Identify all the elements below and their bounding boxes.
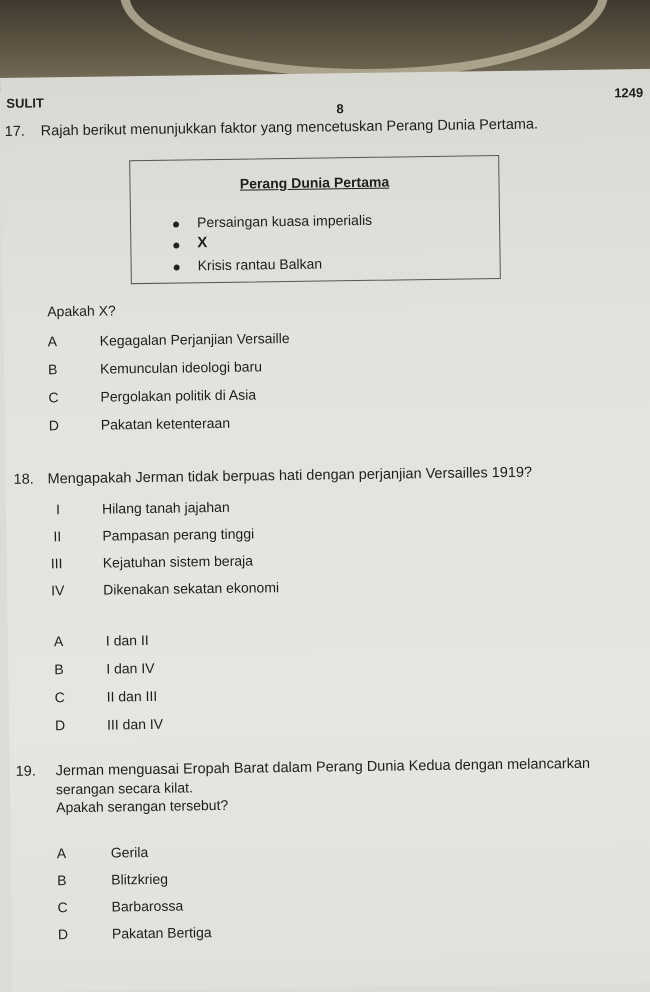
q18-option-c-text: II dan III <box>106 687 158 705</box>
q17-option-a-letter: A <box>47 333 58 350</box>
rope-decoration <box>120 0 608 78</box>
q17-bullet-1: Persaingan kuasa imperialis <box>196 211 373 231</box>
q18-option-a-text: I dan II <box>105 631 149 649</box>
q18-statement-2-text: Pampasan perang tinggi <box>102 525 255 544</box>
q17-option-d-text: Pakatan ketenteraan <box>100 414 231 433</box>
q18-text: Mengapakah Jerman tidak berpuas hati dengan perjanjian Versailles 1919? <box>47 464 533 488</box>
q19-option-c-letter: C <box>57 899 68 916</box>
q19-prompt: Apakah serangan tersebut? <box>56 796 229 816</box>
q19-option-b-text: Blitzkrieg <box>111 870 169 888</box>
q19-option-d-text: Pakatan Bertiga <box>111 924 212 942</box>
q18-option-b-text: I dan IV <box>106 659 155 677</box>
q19-line-1: Jerman menguasai Eropah Barat dalam Perang Dunia Kedua dengan melancarkan <box>55 755 591 780</box>
exam-page <box>0 69 650 992</box>
q19-option-a-text: Gerila <box>110 844 149 861</box>
q18-option-d-text: III dan IV <box>106 715 164 733</box>
q18-statement-3-text: Kejatuhan sistem beraja <box>102 552 254 571</box>
q17-option-d-letter: D <box>48 417 60 434</box>
q17-option-c-letter: C <box>48 389 59 406</box>
q18-option-b-letter: B <box>54 661 64 678</box>
q17-text: Rajah berikut menunjukkan faktor yang mencetuskan Perang Dunia Pertama. <box>40 116 539 140</box>
q17-number: 17. <box>4 123 26 140</box>
bullet-icon <box>174 265 180 271</box>
q17-bullet-x: X <box>197 234 208 252</box>
q19-option-b-letter: B <box>57 872 67 889</box>
q18-statement-3-roman: III <box>50 555 63 572</box>
paper-code: 1249 <box>614 85 644 101</box>
q19-line-2: serangan secara kilat. <box>55 779 194 798</box>
q18-statement-1-text: Hilang tanah jajahan <box>101 498 230 517</box>
q17-option-b-letter: B <box>47 361 58 378</box>
q19-number: 19. <box>15 763 36 780</box>
q17-option-b-text: Kemunculan ideologi baru <box>99 358 263 377</box>
q19-option-c-text: Barbarossa <box>111 897 184 915</box>
q17-prompt: Apakah X? <box>47 302 116 320</box>
bullet-icon <box>173 243 179 249</box>
q18-option-c-letter: C <box>54 689 65 706</box>
q17-option-c-text: Pergolakan politik di Asia <box>100 386 257 405</box>
q17-bullet-3: Krisis rantau Balkan <box>197 255 323 274</box>
q18-option-d-letter: D <box>54 717 66 734</box>
q17-diagram-box <box>129 155 501 284</box>
q17-option-a-text: Kegagalan Perjanjian Versaille <box>99 329 290 349</box>
q18-statement-1-roman: I <box>55 501 61 518</box>
q18-statement-4-text: Dikenakan sekatan ekonomi <box>103 579 280 598</box>
q19-option-d-letter: D <box>57 926 69 943</box>
q19-option-a-letter: A <box>56 845 67 862</box>
bullet-icon <box>173 222 179 228</box>
q18-number: 18. <box>13 471 34 488</box>
header-sulit: SULIT <box>6 95 45 111</box>
q18-option-a-letter: A <box>53 633 64 650</box>
q18-statement-2-roman: II <box>53 528 62 545</box>
page-number: 8 <box>336 101 344 117</box>
q17-diagram-title: Perang Dunia Pertama <box>239 173 390 192</box>
q18-statement-4-roman: IV <box>51 582 65 599</box>
